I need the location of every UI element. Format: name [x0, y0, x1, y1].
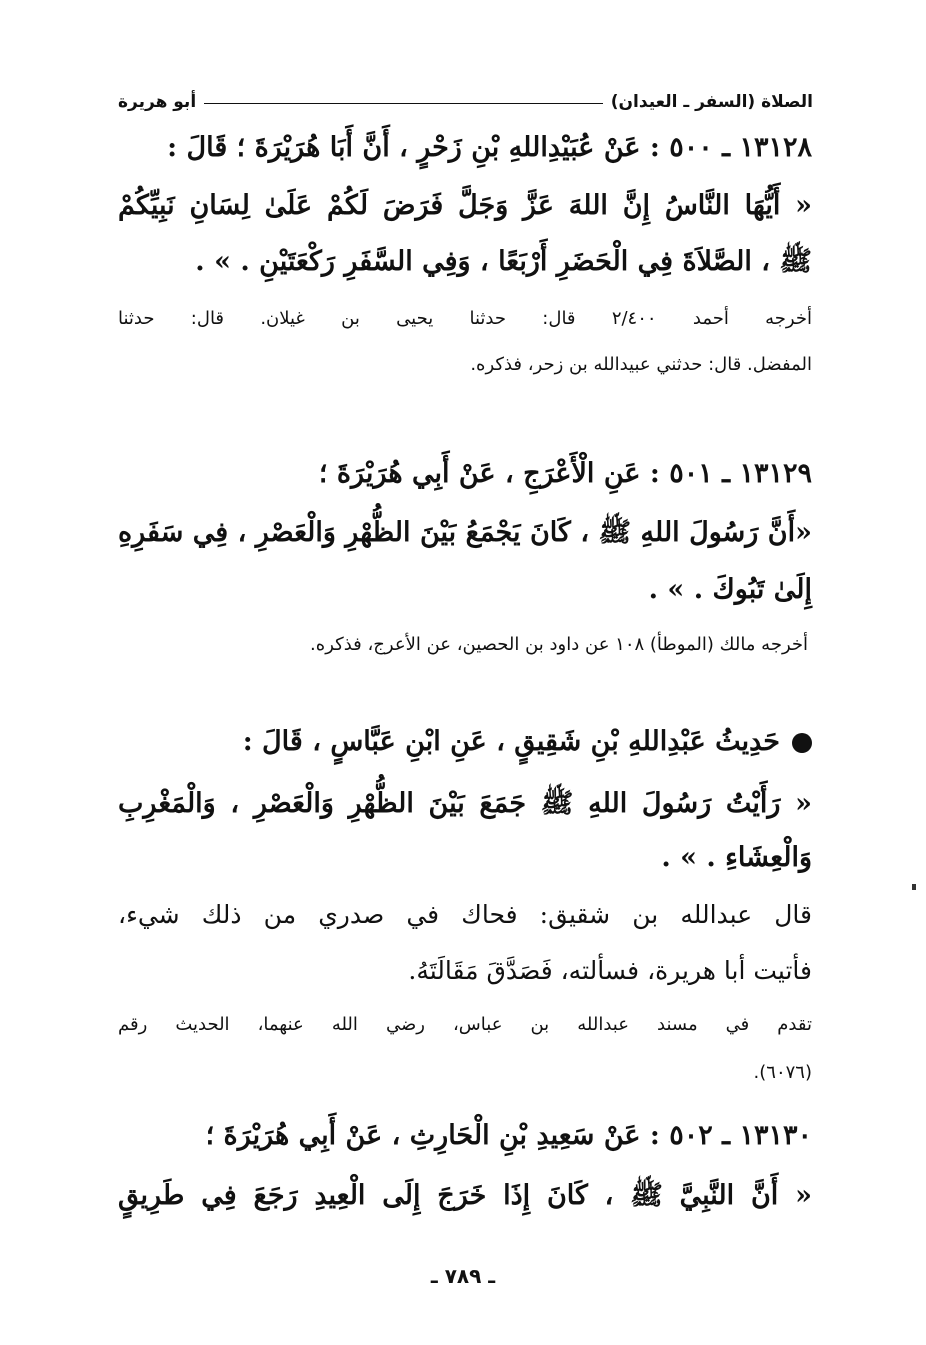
ibn-shaqiq-note-2: (٦٠٧٦).	[753, 1062, 812, 1083]
ibn-shaqiq-heading-text: حَدِيثُ عَبْدِاللهِ بْنِ شَقِيقٍ ، عَنِ ابْنِ عَبَّاسٍ ، قَالَ :	[242, 726, 780, 757]
hadith-13128-text-1: « أَيُّهَا النَّاسُ إِنَّ اللهَ عَزَّ وَجَلَّ فَرَضَ لَكُمْ عَلَىٰ لِسَانِ نَبِيِّكُمْ	[118, 190, 812, 221]
hadith-13130-heading: ١٣١٣٠ ـ ٥٠٢ : عَنْ سَعِيدِ بْنِ الْحَارِثِ ، عَنْ أَبِي هُرَيْرَةَ ؛	[205, 1120, 812, 1151]
hadith-13129-heading: ١٣١٢٩ ـ ٥٠١ : عَنِ الْأَعْرَجِ ، عَنْ أَبِي هُرَيْرَةَ ؛	[318, 458, 812, 489]
hadith-13128-takhrij-2: المفضل. قال: حدثني عبيدالله بن زحر، فذكره.	[470, 354, 812, 375]
page-number: ـ ٧٨٩ ـ	[430, 1264, 496, 1288]
hadith-13129-text-1: «أَنَّ رَسُولَ اللهِ ﷺ ، كَانَ يَجْمَعُ بَيْنَ الظُّهْرِ وَالْعَصْرِ ، فِي سَفَرِهِ	[118, 517, 812, 548]
header-rule	[204, 103, 603, 104]
hadith-13128-heading: ١٣١٢٨ ـ ٥٠٠ : عَنْ عُبَيْدِاللهِ بْنِ زَحْرٍ ، أَنَّ أَبَا هُرَيْرَةَ ؛ قَالَ :	[167, 132, 812, 163]
hadith-13128-takhrij-1: أخرجه أحمد ٢/٤٠٠ قال: حدثنا يحيى بن غيلان. قال: حدثنا	[118, 308, 812, 329]
hadith-13130-text-1: « أَنَّ النَّبِيَّ ﷺ ، كَانَ إِذَا خَرَجَ إِلَى الْعِيدِ رَجَعَ فِي طَرِيقٍ	[118, 1180, 812, 1211]
ibn-shaqiq-heading	[243, 726, 812, 757]
scan-speck	[912, 884, 916, 890]
ibn-shaqiq-comment-1: قال عبدالله بن شقيق: فحاك في صدري من ذلك شيء،	[118, 900, 812, 929]
hadith-13129-takhrij: أخرجه مالك (الموطأ) ١٠٨ عن داود بن الحصين، عن الأعرج، فذكره.	[310, 634, 808, 655]
ibn-shaqiq-text-1: « رَأَيْتُ رَسُولَ اللهِ ﷺ جَمَعَ بَيْنَ الظُّهْرِ وَالْعَصْرِ ، وَالْمَغْرِبِ	[118, 788, 812, 819]
bullet-marker	[792, 733, 812, 753]
hadith-13128-text-2: ﷺ ، الصَّلاَةَ فِي الْحَضَرِ أَرْبَعًا ، وَفِي السَّفَرِ رَكْعَتَيْنِ . » .	[195, 246, 812, 277]
ibn-shaqiq-comment-2: فأتيت أبا هريرة، فسألته، فَصَدَّقَ مَقَالَتَهُ.	[408, 956, 812, 985]
header-chapter: الصلاة (السفر ـ العيدان)	[610, 92, 813, 112]
running-header	[118, 84, 813, 112]
ibn-shaqiq-note-1: تقدم في مسند عبدالله بن عباس، رضي الله عنهما، الحديث رقم	[118, 1014, 812, 1035]
ibn-shaqiq-text-2: وَالْعِشَاءِ . » .	[661, 842, 812, 873]
hadith-13129-text-2: إِلَىٰ تَبُوكَ . » .	[648, 574, 812, 605]
header-narrator: أبو هريرة	[118, 92, 197, 112]
